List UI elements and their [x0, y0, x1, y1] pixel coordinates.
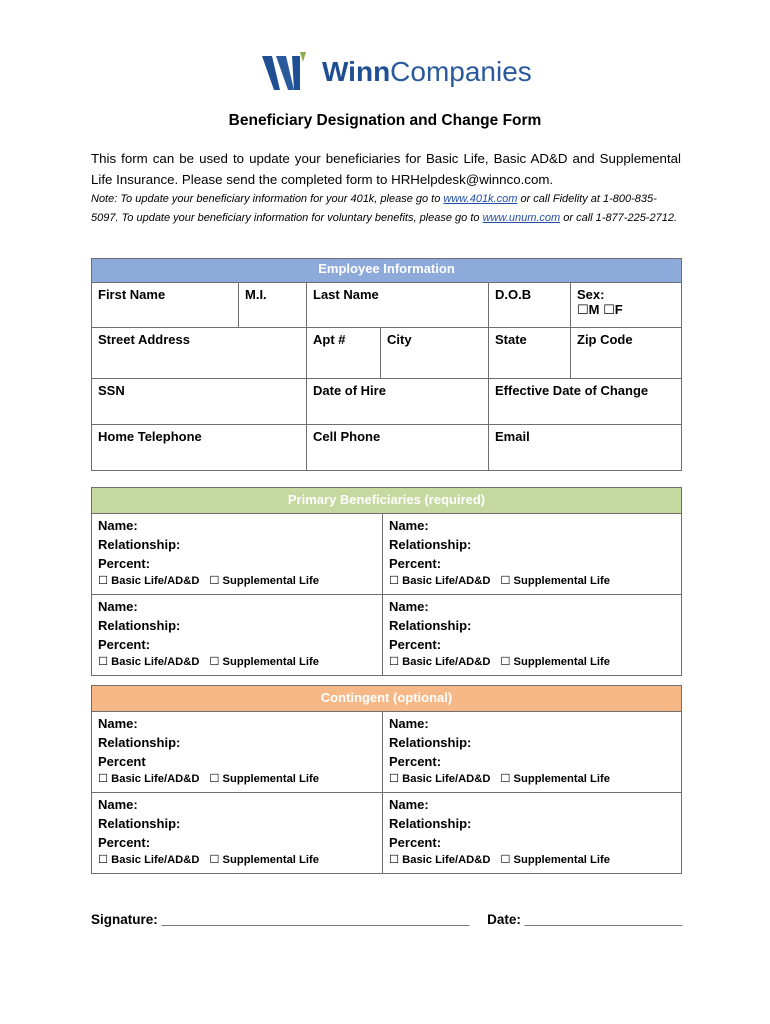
company-logo [262, 52, 532, 96]
primary-beneficiaries-header: Primary Beneficiaries (required) [92, 488, 682, 514]
employee-info-header: Employee Information [92, 259, 682, 283]
winn-logo-icon [262, 52, 318, 96]
date-field[interactable]: Date: _____________________ [487, 912, 683, 927]
supplemental-life-checkbox[interactable]: ☐ Supplemental Life [500, 656, 610, 668]
primary-beneficiary-3[interactable]: Name: Relationship: Percent: ☐ Basic Life/AD&D ☐ Supplemental Life [92, 595, 383, 676]
contingent-header: Contingent (optional) [92, 686, 682, 712]
primary-beneficiaries-table [91, 487, 682, 676]
contingent-beneficiary-4[interactable]: Name: Relationship: Percent: ☐ Basic Life/AD&D ☐ Supplemental Life [383, 793, 682, 874]
dob-field[interactable]: D.O.B [489, 283, 571, 328]
note-paragraph: Note: To update your beneficiary information for your 401k, please go to www.401k.com or call Fidelity at 1-800-835-5097. To update your beneficiary information for voluntary benefits, please go to www.unum.com or call 1-877-225-2712. [91, 193, 677, 224]
supplemental-life-checkbox[interactable]: ☐ Supplemental Life [500, 773, 610, 785]
ssn-field[interactable]: SSN [92, 379, 307, 425]
basic-life-checkbox[interactable]: ☐ Basic Life/AD&D [389, 854, 491, 866]
effective-date-field[interactable]: Effective Date of Change [489, 379, 682, 425]
apt-field[interactable]: Apt # [307, 328, 381, 379]
basic-life-checkbox[interactable]: ☐ Basic Life/AD&D [98, 773, 200, 785]
primary-beneficiary-1[interactable]: Name: Relationship: Percent: ☐ Basic Life/AD&D ☐ Supplemental Life [92, 514, 383, 595]
page-title: Beneficiary Designation and Change Form [228, 112, 542, 129]
contingent-beneficiary-3[interactable]: Name: Relationship: Percent: ☐ Basic Life/AD&D ☐ Supplemental Life [92, 793, 383, 874]
supplemental-life-checkbox[interactable]: ☐ Supplemental Life [209, 854, 319, 866]
mi-field[interactable]: M.I. [239, 283, 307, 328]
state-field[interactable]: State [489, 328, 571, 379]
date-of-hire-field[interactable]: Date of Hire [307, 379, 489, 425]
contingent-beneficiary-2[interactable]: Name: Relationship: Percent: ☐ Basic Life/AD&D ☐ Supplemental Life [383, 712, 682, 793]
home-telephone-field[interactable]: Home Telephone [92, 425, 307, 471]
intro-paragraph: This form can be used to update your beneficiaries for Basic Life, Basic AD&D and Supplemental Life Insurance. Please send the completed form to HRHelpdesk@winnco.com. [91, 151, 681, 187]
basic-life-checkbox[interactable]: ☐ Basic Life/AD&D [389, 773, 491, 785]
street-address-field[interactable]: Street Address [92, 328, 307, 379]
basic-life-checkbox[interactable]: ☐ Basic Life/AD&D [98, 575, 200, 587]
basic-life-checkbox[interactable]: ☐ Basic Life/AD&D [98, 854, 200, 866]
signature-line [91, 912, 682, 927]
contingent-beneficiary-1[interactable]: Name: Relationship: Percent ☐ Basic Life/AD&D ☐ Supplemental Life [92, 712, 383, 793]
supplemental-life-checkbox[interactable]: ☐ Supplemental Life [500, 854, 610, 866]
brand-name: WinnCompanies [322, 56, 532, 87]
zip-code-field[interactable]: Zip Code [571, 328, 682, 379]
contingent-beneficiaries-table [91, 685, 682, 874]
primary-beneficiary-4[interactable]: Name: Relationship: Percent: ☐ Basic Life/AD&D ☐ Supplemental Life [383, 595, 682, 676]
cell-phone-field[interactable]: Cell Phone [307, 425, 489, 471]
supplemental-life-checkbox[interactable]: ☐ Supplemental Life [209, 575, 319, 587]
supplemental-life-checkbox[interactable]: ☐ Supplemental Life [209, 773, 319, 785]
primary-beneficiary-2[interactable]: Name: Relationship: Percent: ☐ Basic Life/AD&D ☐ Supplemental Life [383, 514, 682, 595]
link-401k[interactable]: www.401k.com [443, 193, 518, 205]
supplemental-life-checkbox[interactable]: ☐ Supplemental Life [209, 656, 319, 668]
sex-field[interactable]: Sex: ☐M ☐F [571, 283, 682, 328]
basic-life-checkbox[interactable]: ☐ Basic Life/AD&D [389, 656, 491, 668]
last-name-field[interactable]: Last Name [307, 283, 489, 328]
city-field[interactable]: City [381, 328, 489, 379]
employee-info-table [91, 258, 682, 471]
sex-checkboxes[interactable]: ☐M ☐F [577, 302, 623, 317]
email-field[interactable]: Email [489, 425, 682, 471]
link-unum[interactable]: www.unum.com [482, 212, 561, 224]
signature-field[interactable]: Signature: _________________________________________ [91, 912, 470, 927]
basic-life-checkbox[interactable]: ☐ Basic Life/AD&D [389, 575, 491, 587]
supplemental-life-checkbox[interactable]: ☐ Supplemental Life [500, 575, 610, 587]
first-name-field[interactable]: First Name [92, 283, 239, 328]
basic-life-checkbox[interactable]: ☐ Basic Life/AD&D [98, 656, 200, 668]
